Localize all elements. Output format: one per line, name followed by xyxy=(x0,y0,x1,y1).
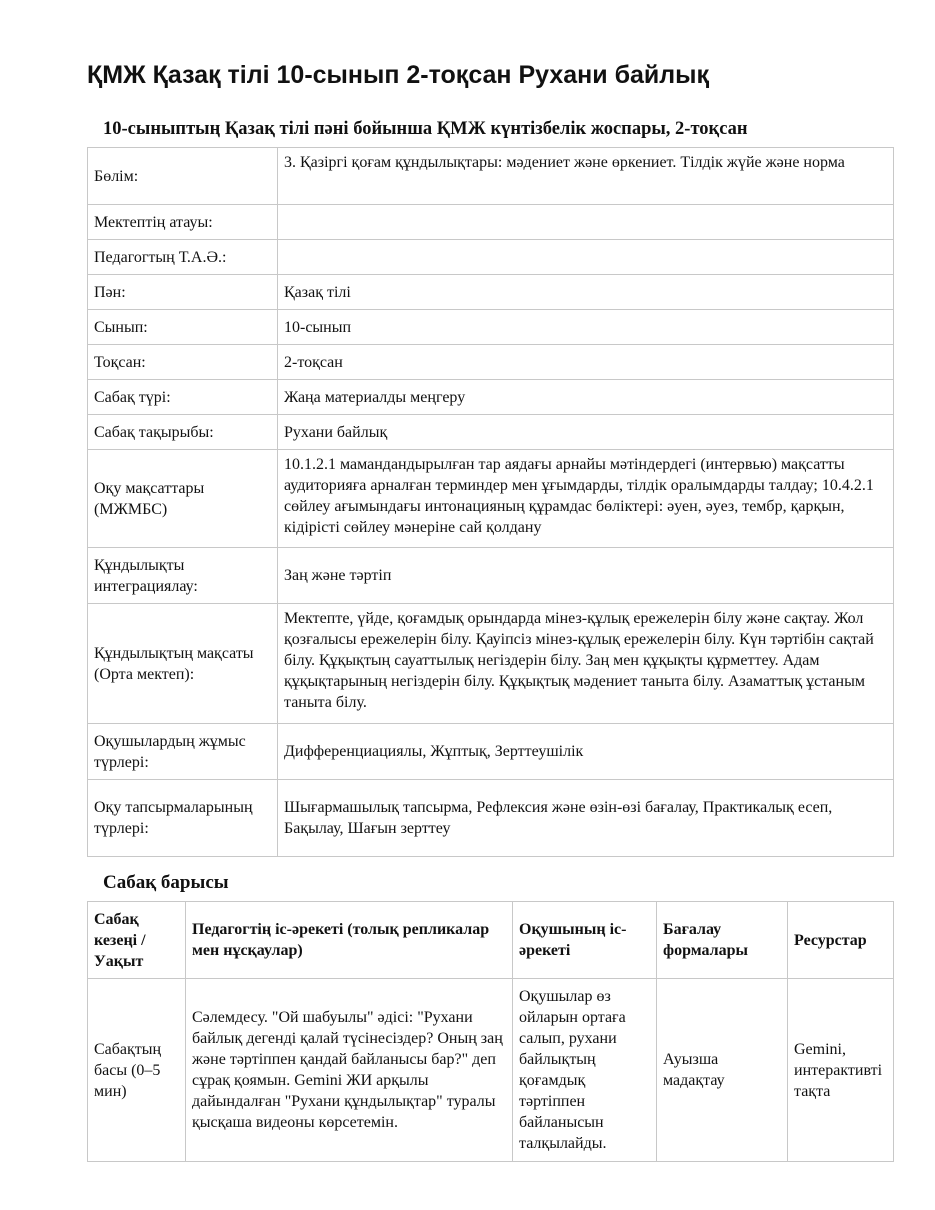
info-row xyxy=(88,380,894,415)
document-subtitle: 10-сыныптың Қазақ тілі пәні бойынша ҚМЖ күнтізбелік жоспары, 2-тоқсан xyxy=(103,119,748,139)
info-row xyxy=(88,450,894,548)
info-value: Мектепте, үйде, қоғамдық орындарда мінез-құлық ережелерін білу және сақтау. Жол қозғалысы ережелерін білу. Қауіпсіз мінез-құлық ережелерін білу. Күн тәртібін сақтай білу. Құқықтың сауаттылық негіздерін білу. Заң мен құқықты құрметтеу. Адам құқықтарының негіздерін білу. Құқықтық мәдениет таныта білу. Азаматтық ұстаным таныта білу. xyxy=(278,604,894,724)
column-header-assessment: Бағалау формалары xyxy=(657,902,788,979)
info-value: 2-тоқсан xyxy=(278,345,894,380)
lesson-section-title: Сабақ барысы xyxy=(103,872,229,893)
info-value: Дифференциациялы, Жұптық, Зерттеушілік xyxy=(278,724,894,780)
column-header-stage: Сабақ кезеңі / Уақыт xyxy=(88,902,186,979)
info-value: Заң және тәртіп xyxy=(278,548,894,604)
column-header-teacher-activity: Педагогтің іс-әрекеті (толық репликалар мен нұсқаулар) xyxy=(186,902,513,979)
info-label: Педагогтың Т.А.Ә.: xyxy=(88,240,278,275)
document-title: ҚМЖ Қазақ тілі 10-сынып 2-тоқсан Рухани байлық xyxy=(87,61,710,89)
stage-cell: Сабақтың басы (0–5 мин) xyxy=(88,979,186,1162)
info-row xyxy=(88,205,894,240)
info-label: Оқу мақсаттары (МЖМБС) xyxy=(88,450,278,548)
info-row xyxy=(88,240,894,275)
info-row xyxy=(88,724,894,780)
info-label: Құндылықтың мақсаты (Орта мектеп): xyxy=(88,604,278,724)
info-value: Қазақ тілі xyxy=(278,275,894,310)
lesson-progress-table xyxy=(87,901,894,1162)
info-label: Тоқсан: xyxy=(88,345,278,380)
info-label: Сабақ түрі: xyxy=(88,380,278,415)
column-header-resources: Ресурстар xyxy=(788,902,894,979)
resources-cell: Gemini, интерактивті тақта xyxy=(788,979,894,1162)
student-activity-cell: Оқушылар өз ойларын ортаға салып, рухани байлықтың қоғамдық тәртіппен байланысын талқылайды. xyxy=(513,979,657,1162)
lesson-header-row xyxy=(88,902,894,979)
info-label: Сынып: xyxy=(88,310,278,345)
info-row xyxy=(88,148,894,205)
info-row xyxy=(88,275,894,310)
info-row xyxy=(88,548,894,604)
info-label: Сабақ тақырыбы: xyxy=(88,415,278,450)
info-value: Рухани байлық xyxy=(278,415,894,450)
info-value xyxy=(278,240,894,275)
info-row xyxy=(88,780,894,857)
info-value: Жаңа материалды меңгеру xyxy=(278,380,894,415)
info-label: Оқу тапсырмаларының түрлері: xyxy=(88,780,278,857)
teacher-activity-cell: Сәлемдесу. "Ой шабуылы" әдісі: "Рухани байлық дегенді қалай түсінесіздер? Оның заң және тәртіппен қандай байланысы бар?" деп сұрақ қоямын. Gemini ЖИ арқылы дайындалған "Рухани құндылықтар" туралы қысқаша видеоны көрсетемін. xyxy=(186,979,513,1162)
column-header-student-activity: Оқушының іс-әрекеті xyxy=(513,902,657,979)
info-label: Құндылықты интеграциялау: xyxy=(88,548,278,604)
assessment-cell: Ауызша мадақтау xyxy=(657,979,788,1162)
info-label: Бөлім: xyxy=(88,148,278,205)
info-row xyxy=(88,345,894,380)
info-label: Мектептің атауы: xyxy=(88,205,278,240)
info-label: Оқушылардың жұмыс түрлері: xyxy=(88,724,278,780)
info-value: 10-сынып xyxy=(278,310,894,345)
info-row xyxy=(88,604,894,724)
info-row xyxy=(88,310,894,345)
info-value: Шығармашылық тапсырма, Рефлексия және өзін-өзі бағалау, Практикалық есеп, Бақылау, Шағын зерттеу xyxy=(278,780,894,857)
lesson-info-table xyxy=(87,147,894,857)
info-value: 3. Қазіргі қоғам құндылықтары: мәдениет және өркениет. Тілдік жүйе және норма xyxy=(278,148,894,205)
info-value: 10.1.2.1 мамандандырылған тар аядағы арнайы мәтіндердегі (интервью) мақсатты аудиторияға арналған терминдер мен ұғымдарды, тілдік оралымдарды талдау; 10.4.2.1 сөйлеу ағымындағы интонацияның құрамдас бөліктері: әуен, әуез, тембр, қарқын, кідірісті сөйлеу мәнеріне сай қолдану xyxy=(278,450,894,548)
info-label: Пән: xyxy=(88,275,278,310)
info-row xyxy=(88,415,894,450)
table-row xyxy=(88,979,894,1162)
info-value xyxy=(278,205,894,240)
